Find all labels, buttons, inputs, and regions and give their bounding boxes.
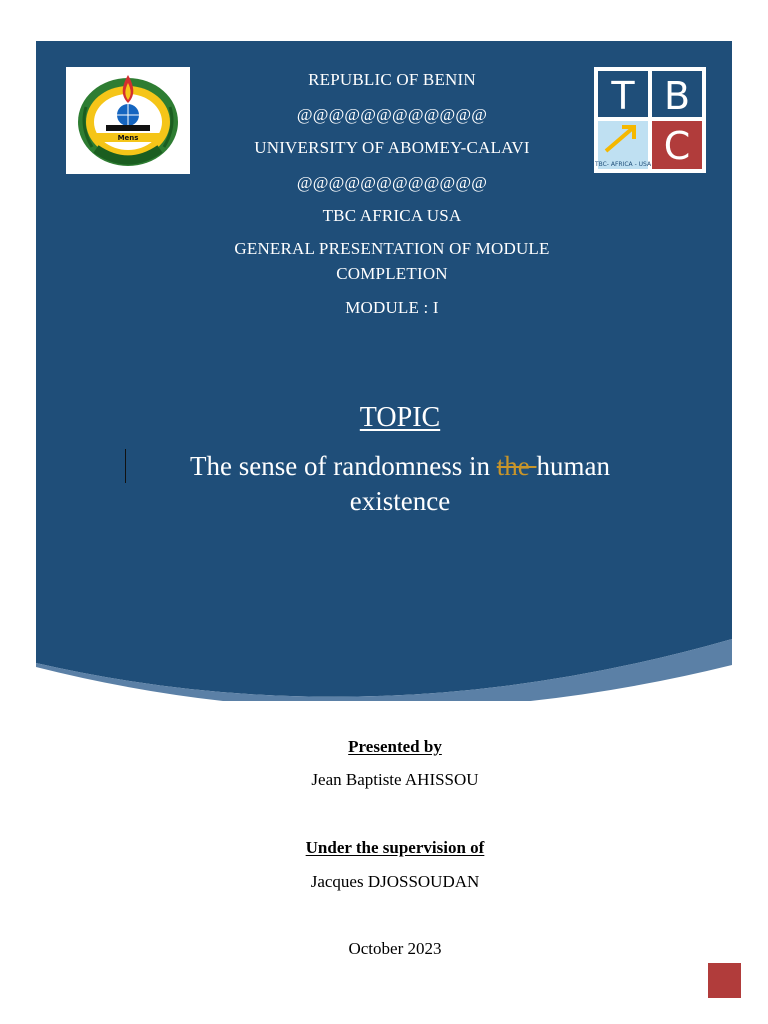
university-seal-icon <box>66 67 190 174</box>
topic-title-end: human existence <box>349 451 610 516</box>
presented-by-label: Presented by <box>348 737 442 756</box>
text-cursor <box>125 449 126 483</box>
university-name: UNIVERSITY OF ABOMEY-CALAVI <box>254 138 530 157</box>
topic-title <box>140 449 660 519</box>
svg-text:B: B <box>663 74 691 118</box>
document-date: October 2023 <box>348 939 442 958</box>
separator-line-2: @@@@@@@@@@@@ <box>296 173 488 192</box>
topic-title-start: The sense of randomness in <box>190 451 497 481</box>
supervisor-name: Jacques DJOSSOUDAN <box>310 872 480 891</box>
organization-name: TBC AFRICA USA <box>322 206 462 225</box>
svg-text:T: T <box>611 74 635 118</box>
module-label: MODULE : I <box>345 298 439 317</box>
tbc-logo-icon <box>594 67 706 173</box>
presentation-title-line-2: COMPLETION <box>336 264 448 283</box>
country-name: REPUBLIC OF BENIN <box>308 70 476 89</box>
svg-text:Mens: Mens <box>117 134 139 142</box>
presenter-name: Jean Baptiste AHISSOU <box>311 770 479 789</box>
svg-text:TBC- AFRICA - USA: TBC- AFRICA - USA <box>594 161 652 168</box>
page-number-box <box>708 963 741 998</box>
topic-title-struck-word: the <box>496 451 537 481</box>
supervision-label: Under the supervision of <box>305 838 485 857</box>
tbc-logo <box>594 67 706 173</box>
separator-line-1: @@@@@@@@@@@@ <box>296 105 488 124</box>
topic-heading: TOPIC <box>359 402 441 433</box>
svg-text:C: C <box>663 124 691 168</box>
university-logo <box>66 67 190 174</box>
presentation-title-line-1: GENERAL PRESENTATION OF MODULE <box>234 239 550 258</box>
